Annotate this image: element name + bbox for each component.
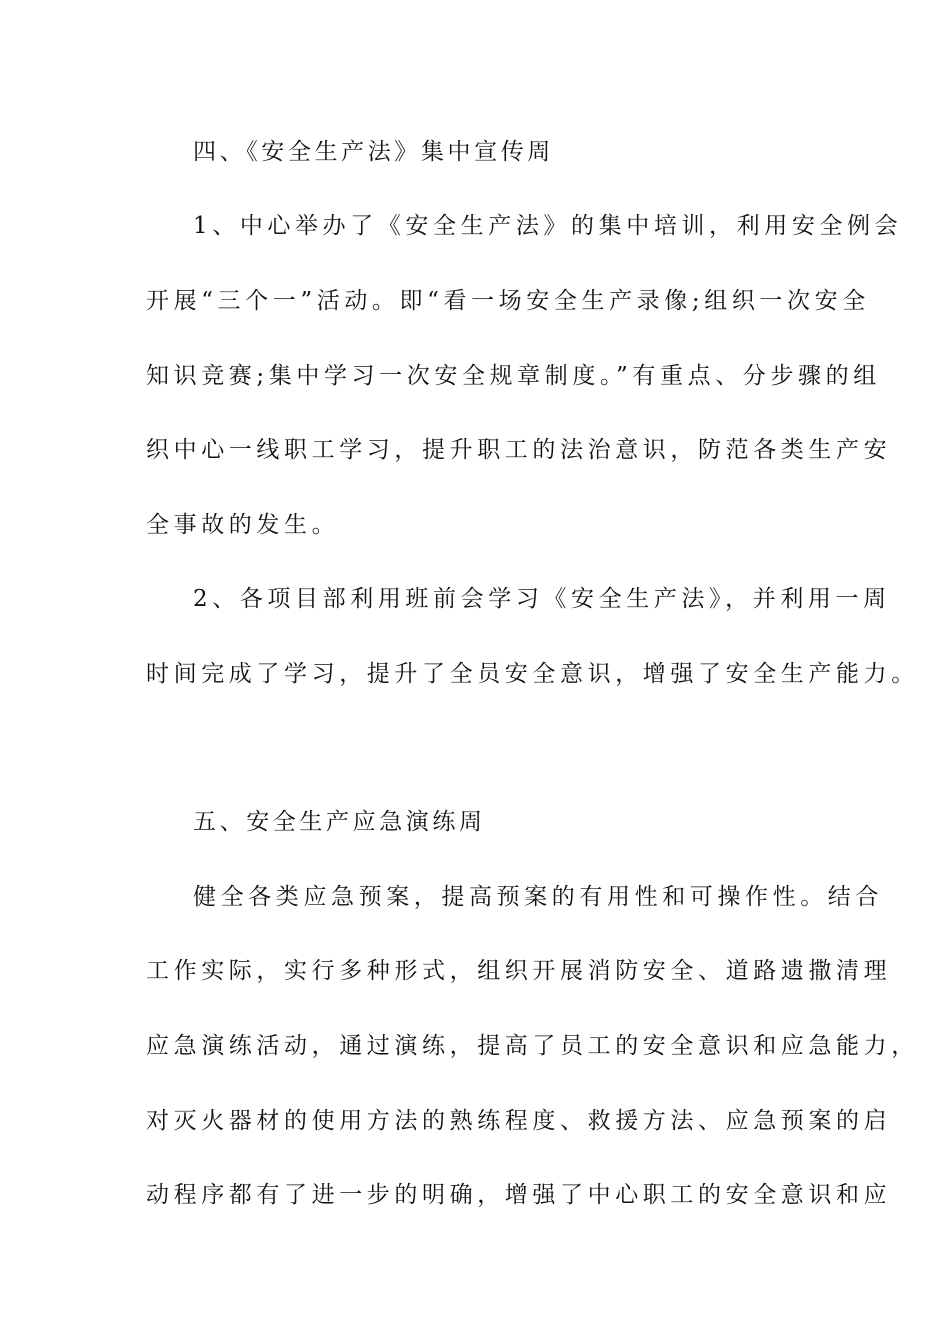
paragraph-line: 织中心一线职工学习，提升职工的法治意识，防范各类生产安	[146, 437, 892, 463]
paragraph-line: 动程序都有了进一步的明确，增强了中心职工的安全意识和应	[146, 1182, 892, 1208]
paragraph-line: 1、中心举办了《安全生产法》的集中培训，利用安全例会	[193, 213, 903, 239]
paragraph-line: 时间完成了学习，提升了全员安全意识，增强了安全生产能力。	[146, 661, 919, 687]
paragraph-line: 开展“三个一”活动。即“看一场安全生产录像;组织一次安全	[146, 288, 870, 314]
paragraph-line: 工作实际，实行多种形式，组织开展消防安全、道路遗撒清理	[146, 958, 892, 984]
paragraph-line: 全事故的发生。	[146, 512, 340, 538]
section-heading-5: 五、安全生产应急演练周	[193, 809, 486, 835]
section-heading-4: 四、《安全生产法》集中宣传周	[193, 139, 554, 165]
paragraph-line: 应急演练活动，通过演练，提高了员工的安全意识和应急能力，	[146, 1033, 919, 1059]
paragraph-line: 健全各类应急预案，提高预案的有用性和可操作性。结合	[193, 884, 883, 910]
paragraph-line: 对灭火器材的使用方法的熟练程度、救援方法、应急预案的启	[146, 1108, 892, 1134]
paragraph-line: 知识竞赛;集中学习一次安全规章制度。”有重点、分步骤的组	[146, 363, 881, 389]
paragraph-line: 2、各项目部利用班前会学习《安全生产法》，并利用一周	[193, 586, 891, 612]
